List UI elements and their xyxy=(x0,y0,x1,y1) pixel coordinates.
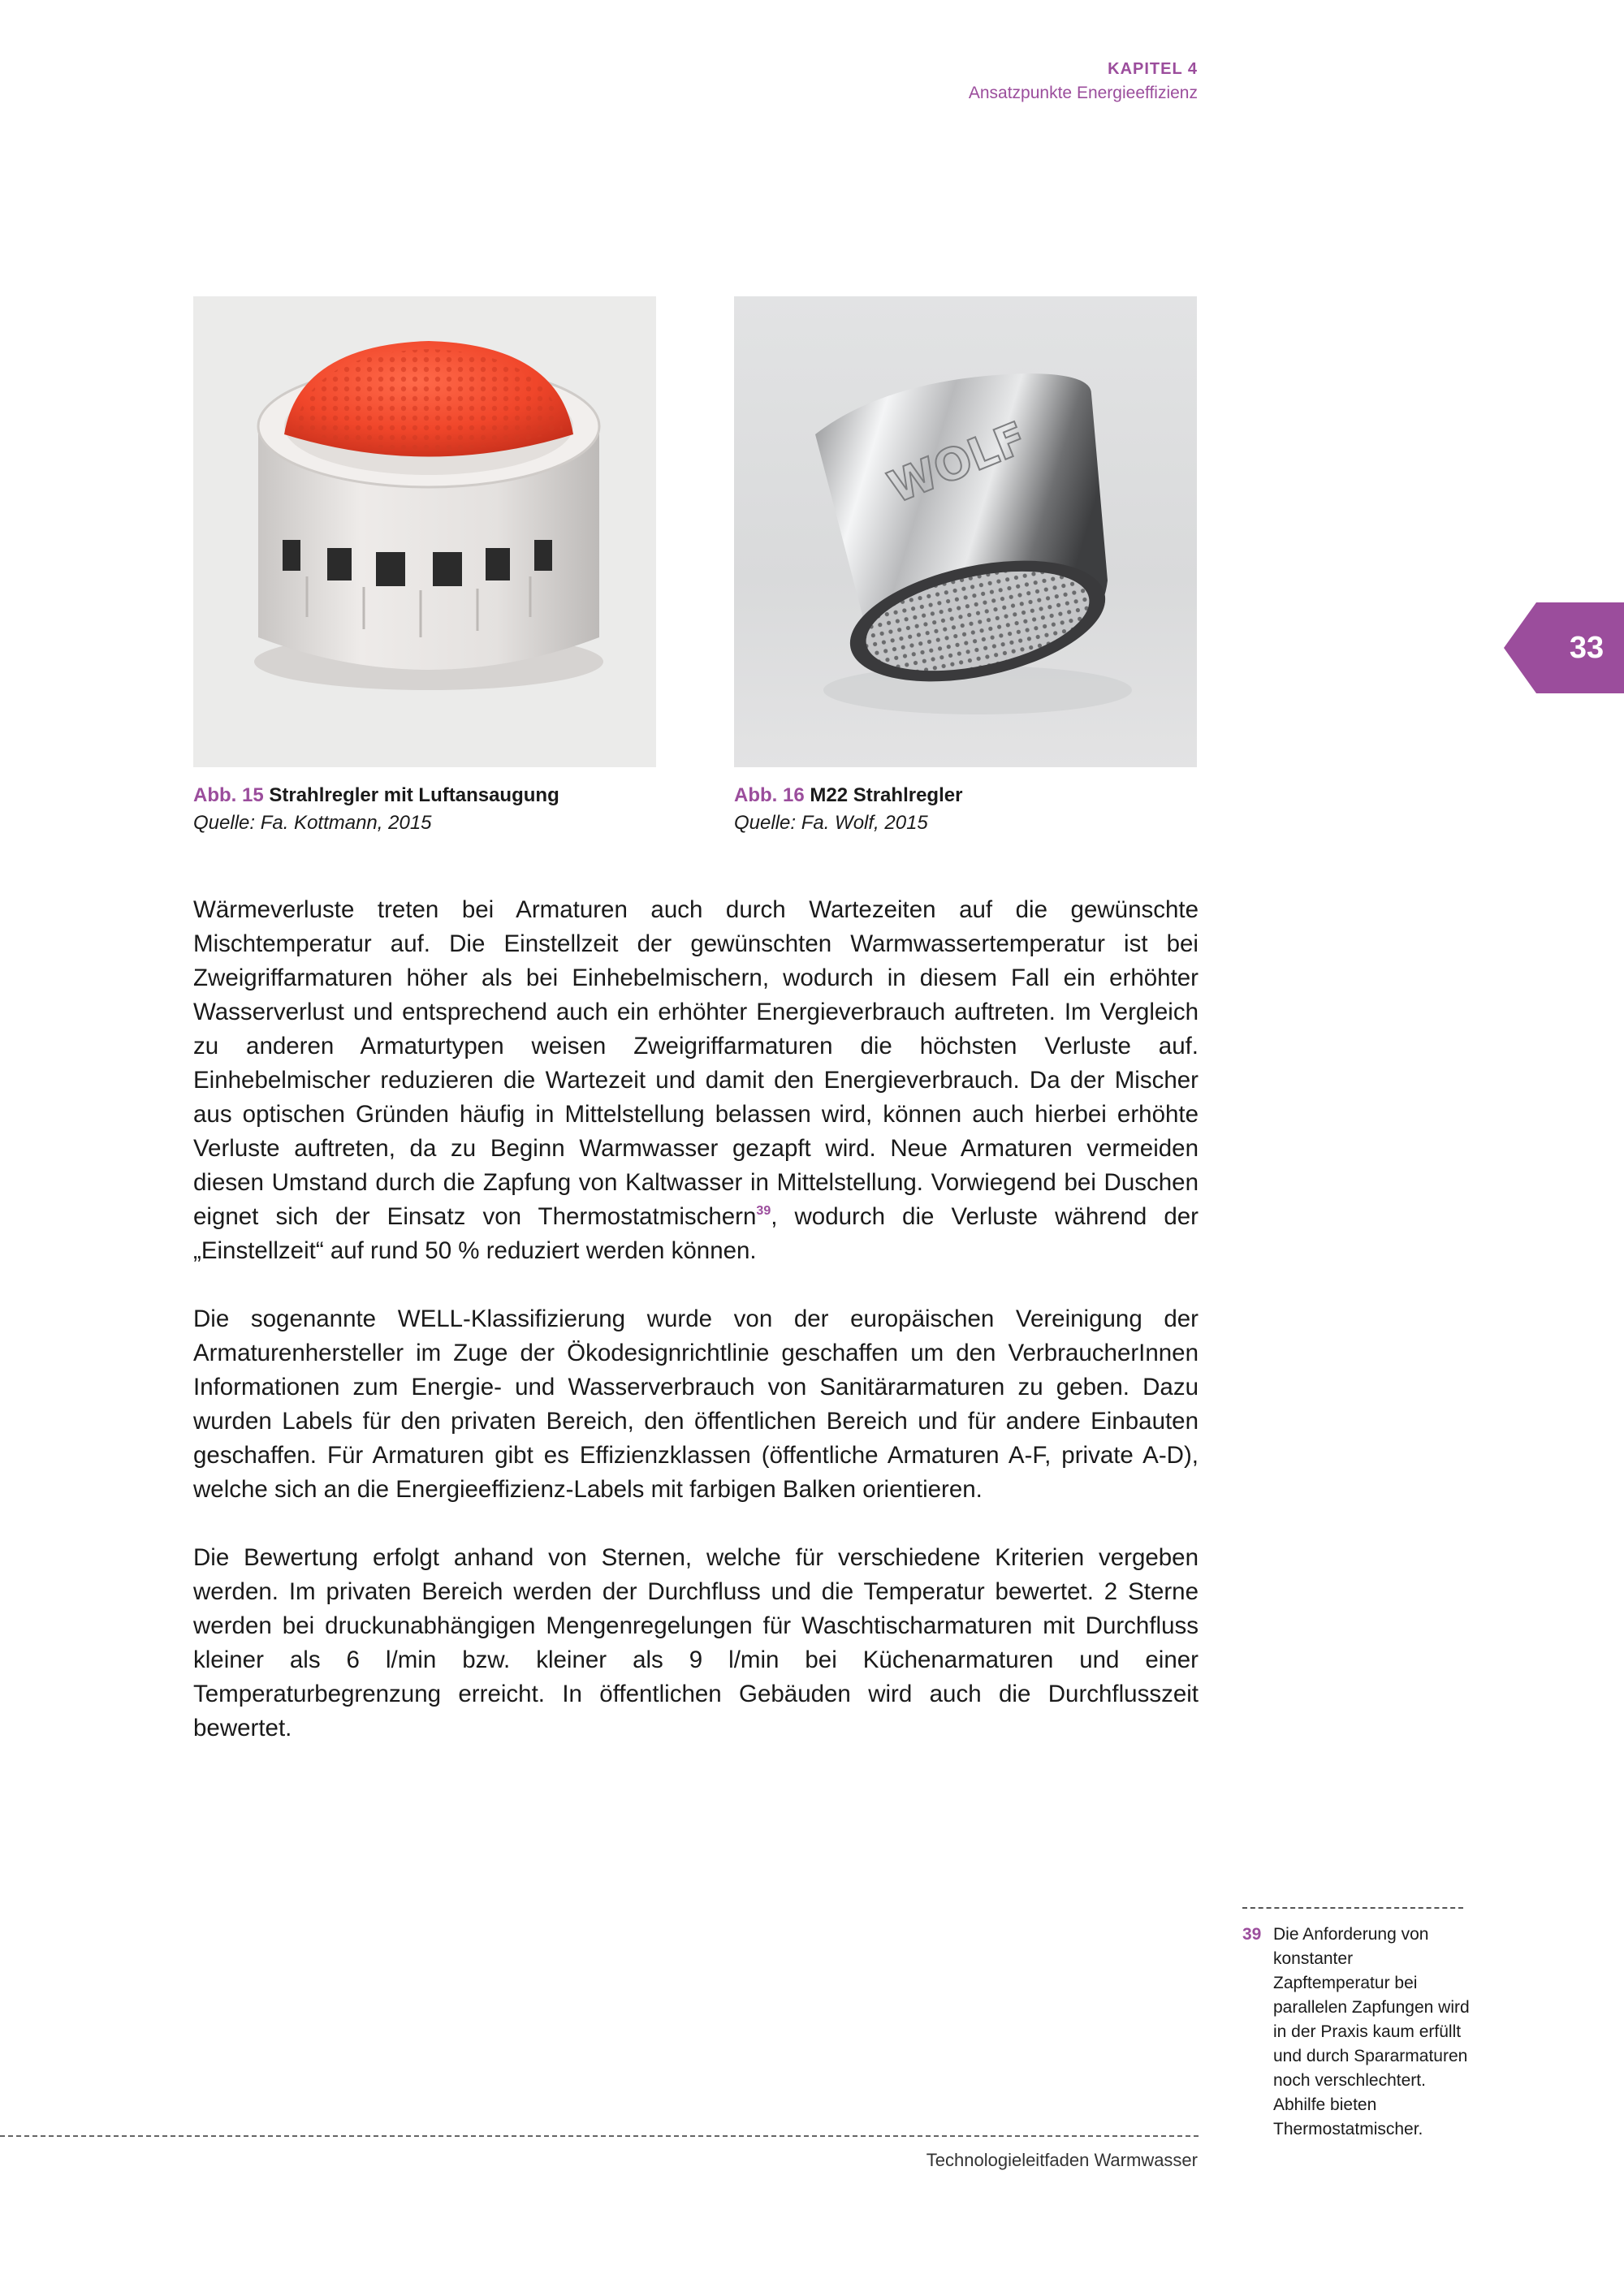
footnote-39 xyxy=(1242,1923,1470,2142)
chapter-label: KAPITEL 4 xyxy=(1108,60,1198,78)
running-header xyxy=(969,60,1198,103)
figure-m22-aerator-image xyxy=(734,296,1197,767)
figure-15-number: Abb. 15 xyxy=(193,784,264,806)
figure-aerator-image xyxy=(193,296,656,767)
paragraph-star-rating: Die Bewertung erfolgt anhand von Sternen, welche für verschiedene Kriterien vergeben werden. Im privaten Bereich werden der Durchfluss und die Temperatur bewertet. 2 Sterne werden bei druckunabhängigen Mengenregelungen für Waschtischarmaturen mit Durchfluss kleiner als 6 l/min bzw. kleiner als 9 l/min bei Küchenarmaturen und einer Temperaturbegrenzung erreicht. In öffentlichen Gebäuden wird auch die Durchflusszeit bewertet. xyxy=(193,1544,1199,1741)
figure-16-number: Abb. 16 xyxy=(734,784,805,806)
footnote-divider xyxy=(1242,1907,1463,1909)
footer-title: Technologieleitfaden Warmwasser xyxy=(926,2150,1198,2170)
chapter-subtitle: Ansatzpunkte Energieeffizienz xyxy=(968,84,1198,102)
paragraph-well-classification: Die sogenannte WELL-Klassifizierung wurde von der europäischen Vereinigung der Armaturenhersteller im Zuge der Ökodesignrichtlinie geschaffen um den VerbraucherInnen Informationen zum Energie- und Wasserverbrauch von Sanitärarmaturen zu geben. Dazu wurden Labels für den privaten Bereich, den öffentlichen Bereich und für andere Einbauten geschaffen. Für Armaturen gibt es Effizienzklassen (öffentliche Armaturen A-F, private A-D), welche sich an die Energieeffizienz-Labels mit farbigen Balken orientieren. xyxy=(193,1306,1199,1503)
footer-divider xyxy=(0,2135,1199,2137)
wolf-logo-text: WOLF xyxy=(881,412,1034,514)
figure-15-source: Quelle: Fa. Kottmann, 2015 xyxy=(193,812,432,834)
footnote-reference-39[interactable]: 39 xyxy=(756,1204,771,1218)
footnote-text: Die Anforderung von konstanter Zapftemperatur bei parallelen Zapfungen wird in der Praxis kaum erfüllt und durch Spararmaturen noch verschlechtert. Abhilfe bieten Thermostatmischer. xyxy=(1273,1925,1470,2138)
figure-16-title: M22 Strahlregler xyxy=(810,784,963,806)
m22-aerator-illustration xyxy=(734,296,1197,767)
figure-16-caption xyxy=(734,782,1221,837)
footnote-number: 39 xyxy=(1242,1925,1262,1944)
paragraph-1-text: Wärmeverluste treten bei Armaturen auch durch Wartezeiten auf die gewünschte Mischtemperatur auf. Die Einstellzeit der gewünschten Warmwassertemperatur ist bei Zweigriffarmaturen höher als bei Einhebelmischern, wodurch in diesem Fall ein erhöhter Wasserverlust und entsprechend auch ein erhöhter Energieverbrauch auftreten. Im Vergleich zu anderen Armaturtypen weisen Zweigriffarmaturen die höchsten Verluste auf. Einhebelmischer reduzieren die Wartezeit und damit den Energieverbrauch. Da der Mischer aus optischen Gründen häufig in Mittelstellung belassen wird, können auch hierbei erhöhte Verluste auftreten, da zu Beginn Warmwasser gezapft wird. Neue Armaturen vermeiden diesen Umstand durch die Zapfung von Kaltwasser in Mittelstellung. Vorwiegend bei Duschen eignet sich der Einsatz von Thermostatmischern xyxy=(193,896,1199,1230)
aerator-illustration xyxy=(193,296,656,767)
figure-15-title: Strahlregler mit Luftansaugung xyxy=(269,784,559,806)
figure-15-caption xyxy=(193,782,680,837)
body-text xyxy=(193,893,1199,1780)
page-number: 33 xyxy=(1569,631,1605,665)
paragraph-mixer-losses xyxy=(193,893,1199,1268)
figure-16-source: Quelle: Fa. Wolf, 2015 xyxy=(734,812,928,834)
page-number-tab xyxy=(1504,602,1624,693)
paragraph-1-end: , wodurch die Verluste während der „Einstellzeit“ auf rund 50 % reduziert werden können. xyxy=(193,1203,1199,1264)
